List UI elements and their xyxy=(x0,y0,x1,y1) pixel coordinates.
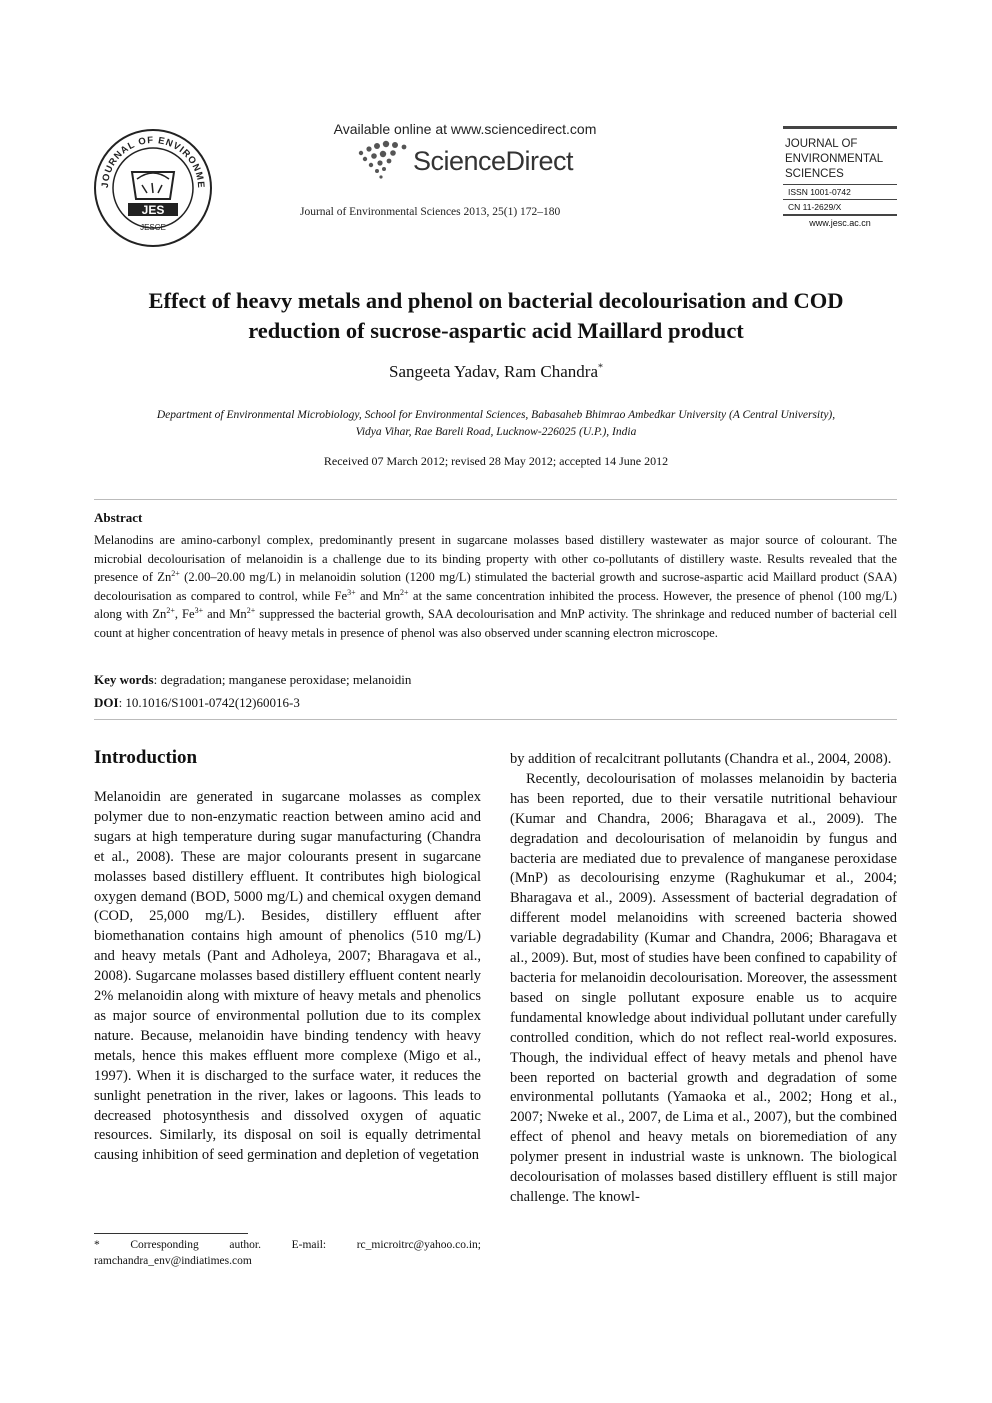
abstract-segment: at the same concentration inhibited the process. However, the presence of phenol (100 mg/L) along with Zn xyxy=(94,588,897,621)
superscript: 2+ xyxy=(400,587,409,597)
superscript: 3+ xyxy=(347,587,356,597)
journal-seal-logo xyxy=(92,127,214,249)
sciencedirect-wordmark[interactable]: ScienceDirect xyxy=(413,146,574,176)
footnote-corresponding-author: * Corresponding author. E-mail: rc_microitrc@yahoo.co.in; ramchandra_env@indiatimes.com xyxy=(94,1239,481,1267)
seal-abbrev: JES xyxy=(141,203,165,217)
available-online-text[interactable]: Available online at www.sciencedirect.com xyxy=(333,121,597,137)
section-heading-introduction: Introduction xyxy=(94,747,198,768)
doi-label: DOI xyxy=(94,695,119,710)
author-names: Sangeeta Yadav, Ram Chandra xyxy=(389,362,598,381)
received-dates: Received 07 March 2012; revised 28 May 2012; accepted 14 June 2012 xyxy=(323,454,669,468)
affiliation xyxy=(100,407,892,441)
svg-text:JOURNAL OF ENVIRONMENTAL SCIEN xyxy=(92,127,206,189)
divider xyxy=(94,499,897,500)
keywords-list: : degradation; manganese peroxidase; melanoidin xyxy=(153,672,412,687)
journal-name-line: ENVIRONMENTAL xyxy=(785,153,884,165)
abstract-segment: and Mn xyxy=(355,588,400,603)
sciencedirect-dots-icon xyxy=(353,139,413,183)
keywords xyxy=(94,672,411,688)
article-title xyxy=(100,286,892,346)
affiliation-line: Department of Environmental Microbiology, School for Environmental Sciences, Babasaheb Bhimrao Ambedkar University (A Central University), xyxy=(156,409,836,421)
authors xyxy=(100,362,892,382)
abstract-segment: Melanodins are amino-carbonyl complex, predominantly present in sugarcane molasses based distillery wastewater as major source of colourant. The microbial decolourisation of melanoidin is a challenge due to its binding property with other co-pollutants of distillery waste. Results revealed that the presence of Zn xyxy=(94,533,897,584)
seal-bottom-text: JESCE xyxy=(140,223,166,232)
keywords-label: Key words xyxy=(94,672,154,687)
superscript: 2+ xyxy=(171,568,180,578)
footnote-rule xyxy=(94,1233,248,1234)
doi-value[interactable]: : 10.1016/S1001-0742(12)60016-3 xyxy=(118,695,300,710)
paragraph: Melanoidin are generated in sugarcane molasses as complex polymer due to non-enzymatic reaction between amino acid and sugars at high temperature during sugar manufacturing (Chandra et al., 2008). These are major colourants present in sugarcane molasses based distillery effluent. It contributes high biological oxygen demand (BOD, 5000 mg/L) and chemical oxygen demand (COD, 25,000 mg/L). Besides, distillery effluent after biomethanation contains high amount of phenolics (510 mg/L) and heavy metals (Pant and Adholeya, 2007; Bharagava et al., 2008). Sugarcane molasses based distillery effluent content nearly 2% melanoidin along with mixture of heavy metals and phenolics as major source of environmental pollution due to its complex nature. Because, melanoidin have binding tendency with heavy metals, hence this makes effluent more complexe (Migo et al., 1997). When it is discharged to the surface water, it reduces the sunlight penetration in the river, lakes or lagoons. This leads to decreased photosynthesis and dissolved oxygen of aquatic resources. Similarly, its disposal on soil is equally detrimental causing inhibition of seed germination and depletion of vegetation xyxy=(94,789,481,1164)
superscript: 2+ xyxy=(166,605,175,615)
corresponding-mark[interactable]: * xyxy=(598,362,603,374)
abstract-segment: and Mn xyxy=(203,607,247,621)
abstract-segment: (2.00–20.00 mg/L) in melanoidin solution (1200 mg/L) stimulated the bacterial growth and sucrose-aspartic acid Maillard product (SAA) decolourisation as compared to control, while Fe xyxy=(94,570,897,603)
seal-arc-text: JOURNAL OF ENVIRONME xyxy=(99,134,207,190)
right-column xyxy=(510,750,897,1208)
journal-name-line: JOURNAL OF xyxy=(785,138,858,150)
paragraph: Recently, decolourisation of molasses melanoidin by bacteria has been reported, due to their versatile nutritional behaviour (Kumar and Chandra, 2006; Bharagava et al., 2009). The degradation and decolourisation of melanoidin by fungus and bacteria are mediated due to prevalence of manganese peroxidase (MnP) as decolourising enzyme (Raghukumar et al., 2004; Bharagava et al., 2009). Assessment of bacterial degradation of different model melanoidins with screened bacteria showed variable degradability (Kumar and Chandra, 2006; Bharagava et al., 2009). But, most of studies have been confined to capability of bacteria for melanoidin decolourisation. Moreover, the assessment based on single pollutant exposure enable us to acquire fundamental knowledge about individual pollutant under carefully controlled condition, which do not reflect real-world exposures. Though, the individual effect of heavy metals and phenol have been reported on bacterial growth and degradation of some environmental pollutants (Yamaoka et al., 2002; Hong et al., 2007; Nweke et al., 2007, de Lima et al., 2007), but the combined effect of phenol and heavy metals on bioremediation of any polymer present in industrial waste is unknown. The biological decolourisation of molasses based distillery effluent is still major challenge. The knowl- xyxy=(510,770,897,1205)
title-line: reduction of sucrose-aspartic acid Maillard product xyxy=(248,318,744,343)
affiliation-line: Vidya Vihar, Rae Bareli Road, Lucknow-226025 (U.P.), India xyxy=(355,426,637,438)
paragraph: by addition of recalcitrant pollutants (Chandra et al., 2004, 2008). xyxy=(510,751,892,767)
superscript: 2+ xyxy=(246,605,256,615)
journal-masthead xyxy=(783,126,897,228)
journal-name-line: SCIENCES xyxy=(785,168,844,180)
title-line: Effect of heavy metals and phenol on bacterial decolourisation and COD xyxy=(148,288,844,313)
journal-url[interactable]: www.jesc.ac.cn xyxy=(809,218,871,228)
journal-name xyxy=(783,129,897,184)
abstract-segment: suppressed the bacterial growth, SAA decolourisation and MnP activity. The shrinkage and reduced number of bacterial cell count at higher concentration of heavy metals in presence of phenol was also observed under scanning electron microscope. xyxy=(94,607,898,640)
doi xyxy=(94,695,300,711)
abstract-heading: Abstract xyxy=(94,510,143,525)
journal-citation: Journal of Environmental Sciences 2013, 25(1) 172–180 xyxy=(300,206,561,218)
issn: ISSN 1001-0742 xyxy=(788,187,851,197)
divider xyxy=(94,719,897,720)
abstract-text xyxy=(94,531,897,642)
abstract-segment: , Fe xyxy=(174,607,195,621)
cn-number: CN 11-2629/X xyxy=(788,202,842,212)
left-column xyxy=(94,788,481,1166)
superscript: 3+ xyxy=(194,605,204,615)
